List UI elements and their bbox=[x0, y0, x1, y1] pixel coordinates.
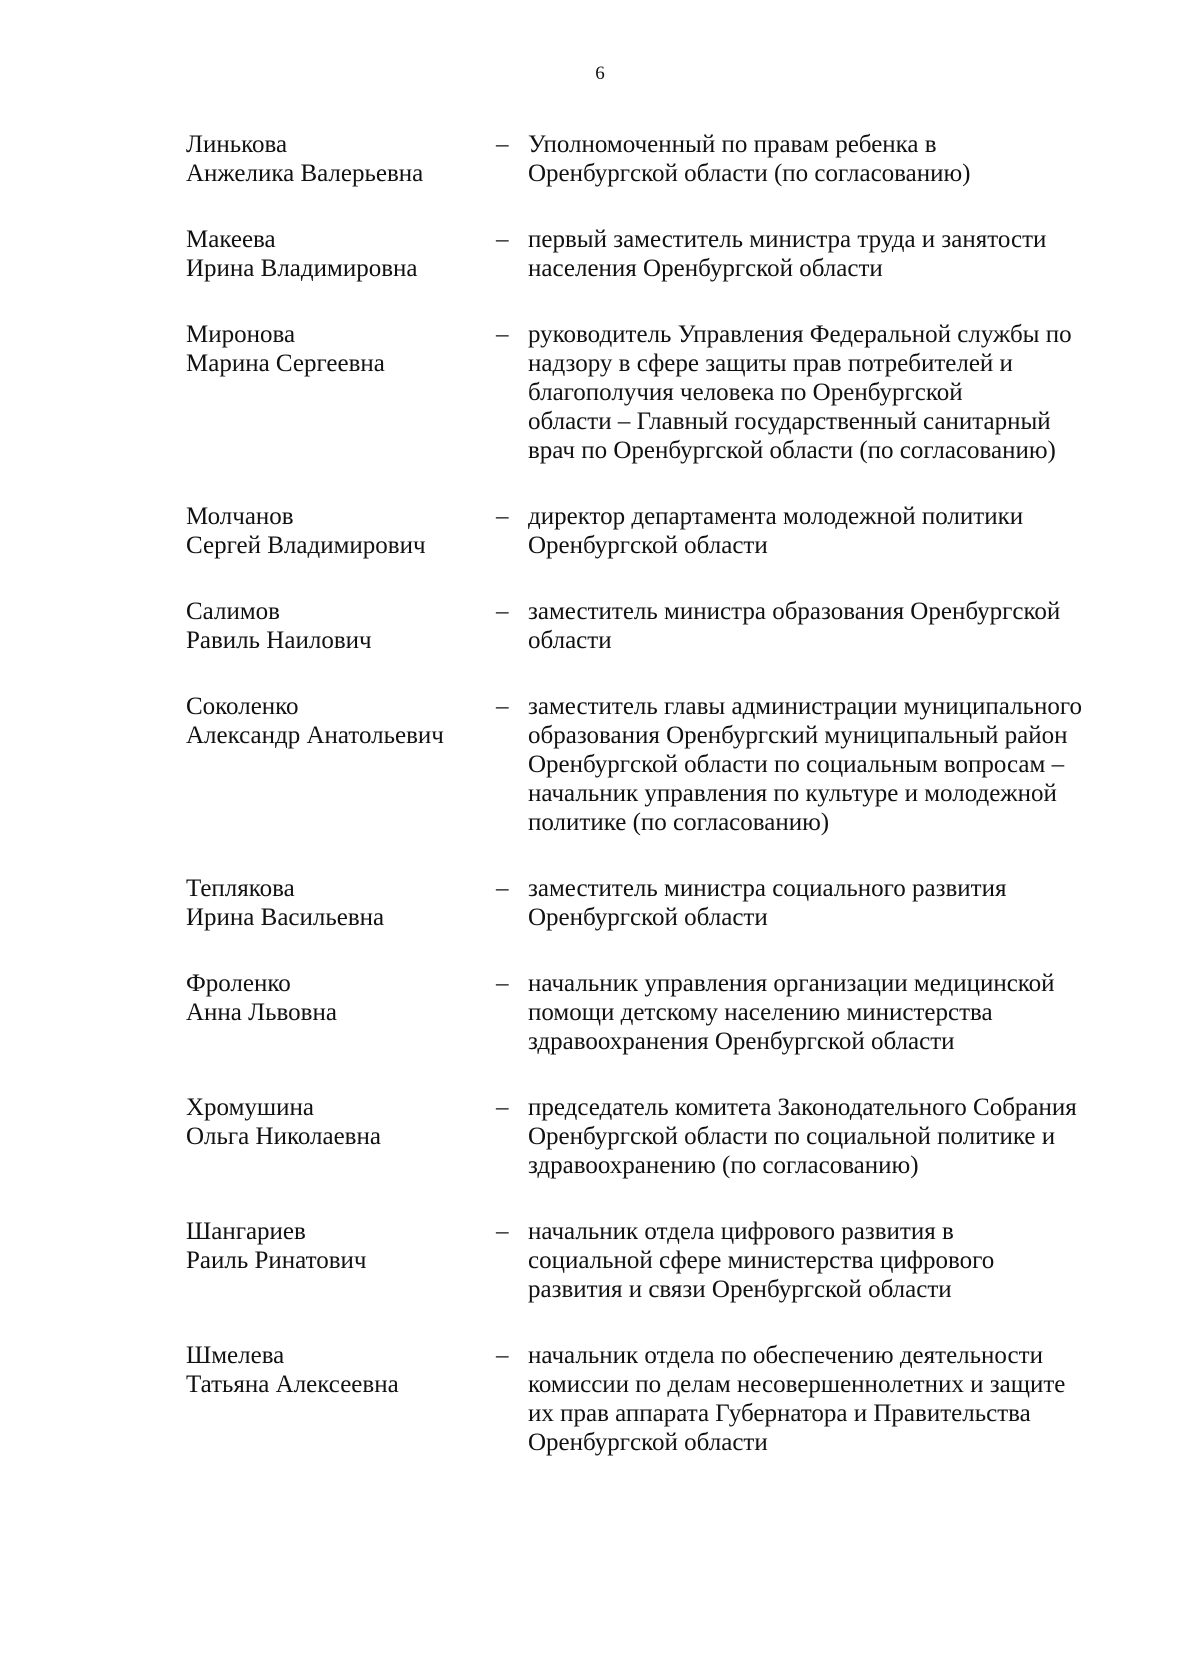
member-dash: – bbox=[496, 598, 509, 625]
member-position: Уполномоченный по правам ребенка в Оренбургской области (по согласованию) bbox=[528, 131, 971, 187]
member-surname: Миронова bbox=[186, 321, 296, 348]
member-position: начальник управления организации медицинской помощи детскому населению министерства здравоохранения Оренбургской области bbox=[528, 970, 1055, 1055]
member-name bbox=[186, 874, 496, 932]
member-surname: Шмелева bbox=[186, 1342, 285, 1369]
member-position: первый заместитель министра труда и занятости населения Оренбургской области bbox=[528, 226, 1047, 282]
member-name bbox=[186, 1217, 496, 1275]
member-surname: Салимов bbox=[186, 598, 280, 625]
member-position: начальник отдела цифрового развития в социальной сфере министерства цифрового развития и связи Оренбургской области bbox=[528, 1218, 995, 1303]
member-given-names: Ирина Васильевна bbox=[186, 904, 385, 931]
member-entry bbox=[186, 1341, 1146, 1457]
member-name bbox=[186, 597, 496, 655]
member-entry bbox=[186, 320, 1146, 465]
member-position: заместитель министра образования Оренбургской области bbox=[528, 598, 1061, 654]
member-given-names: Анна Львовна bbox=[186, 999, 337, 1026]
member-entry bbox=[186, 502, 1146, 560]
member-position: председатель комитета Законодательного Собрания Оренбургской области по социальной политике и здравоохранению (по согласованию) bbox=[528, 1094, 1077, 1179]
member-name bbox=[186, 320, 496, 378]
page-number: 6 bbox=[595, 63, 605, 84]
member-surname: Молчанов bbox=[186, 503, 294, 530]
member-entry bbox=[186, 692, 1146, 837]
member-name bbox=[186, 1341, 496, 1399]
member-given-names: Ольга Николаевна bbox=[186, 1123, 381, 1150]
member-dash: – bbox=[496, 875, 509, 902]
member-entry bbox=[186, 130, 1146, 188]
member-position: заместитель министра социального развития Оренбургской области bbox=[528, 875, 1007, 931]
member-given-names: Марина Сергеевна bbox=[186, 350, 385, 377]
member-name bbox=[186, 969, 496, 1027]
member-given-names: Раиль Ринатович bbox=[186, 1247, 367, 1274]
member-name bbox=[186, 225, 496, 283]
member-dash: – bbox=[496, 321, 509, 348]
member-entry bbox=[186, 1217, 1146, 1304]
member-given-names: Анжелика Валерьевна bbox=[186, 160, 424, 187]
member-entry bbox=[186, 225, 1146, 283]
member-surname: Соколенко bbox=[186, 693, 299, 720]
member-given-names: Александр Анатольевич bbox=[186, 722, 444, 749]
member-dash: – bbox=[496, 131, 509, 158]
member-position: руководитель Управления Федеральной службы по надзору в сфере защиты прав потребителей и благополучия человека по Оренбургской области – Главный государственный санитарный врач по Оренбургской области (по согласованию) bbox=[528, 321, 1072, 464]
member-name bbox=[186, 1093, 496, 1151]
members-list bbox=[186, 130, 1146, 1494]
member-position: директор департамента молодежной политики Оренбургской области bbox=[528, 503, 1024, 559]
member-surname: Линькова bbox=[186, 131, 288, 158]
member-dash: – bbox=[496, 1094, 509, 1121]
member-surname: Фроленко bbox=[186, 970, 291, 997]
member-entry bbox=[186, 874, 1146, 932]
member-dash: – bbox=[496, 693, 509, 720]
member-surname: Шангариев bbox=[186, 1218, 306, 1245]
member-position: заместитель главы администрации муниципального образования Оренбургский муниципальный район Оренбургской области по социальным вопросам – начальник управления по культуре и молодежной политике (по согласованию) bbox=[528, 693, 1082, 836]
member-dash: – bbox=[496, 970, 509, 997]
member-dash: – bbox=[496, 226, 509, 253]
member-entry bbox=[186, 969, 1146, 1056]
member-name bbox=[186, 130, 496, 188]
member-surname: Макеева bbox=[186, 226, 276, 253]
member-name bbox=[186, 692, 496, 750]
member-surname: Теплякова bbox=[186, 875, 295, 902]
member-position: начальник отдела по обеспечению деятельности комиссии по делам несовершеннолетних и защите их прав аппарата Губернатора и Правительства Оренбургской области bbox=[528, 1342, 1066, 1456]
member-given-names: Ирина Владимировна bbox=[186, 255, 418, 282]
member-given-names: Сергей Владимирович bbox=[186, 532, 426, 559]
member-dash: – bbox=[496, 1342, 509, 1369]
member-given-names: Равиль Наилович bbox=[186, 627, 372, 654]
member-entry bbox=[186, 597, 1146, 655]
member-given-names: Татьяна Алексеевна bbox=[186, 1371, 399, 1398]
member-dash: – bbox=[496, 1218, 509, 1245]
member-surname: Хромушина bbox=[186, 1094, 315, 1121]
member-name bbox=[186, 502, 496, 560]
member-dash: – bbox=[496, 503, 509, 530]
member-entry bbox=[186, 1093, 1146, 1180]
